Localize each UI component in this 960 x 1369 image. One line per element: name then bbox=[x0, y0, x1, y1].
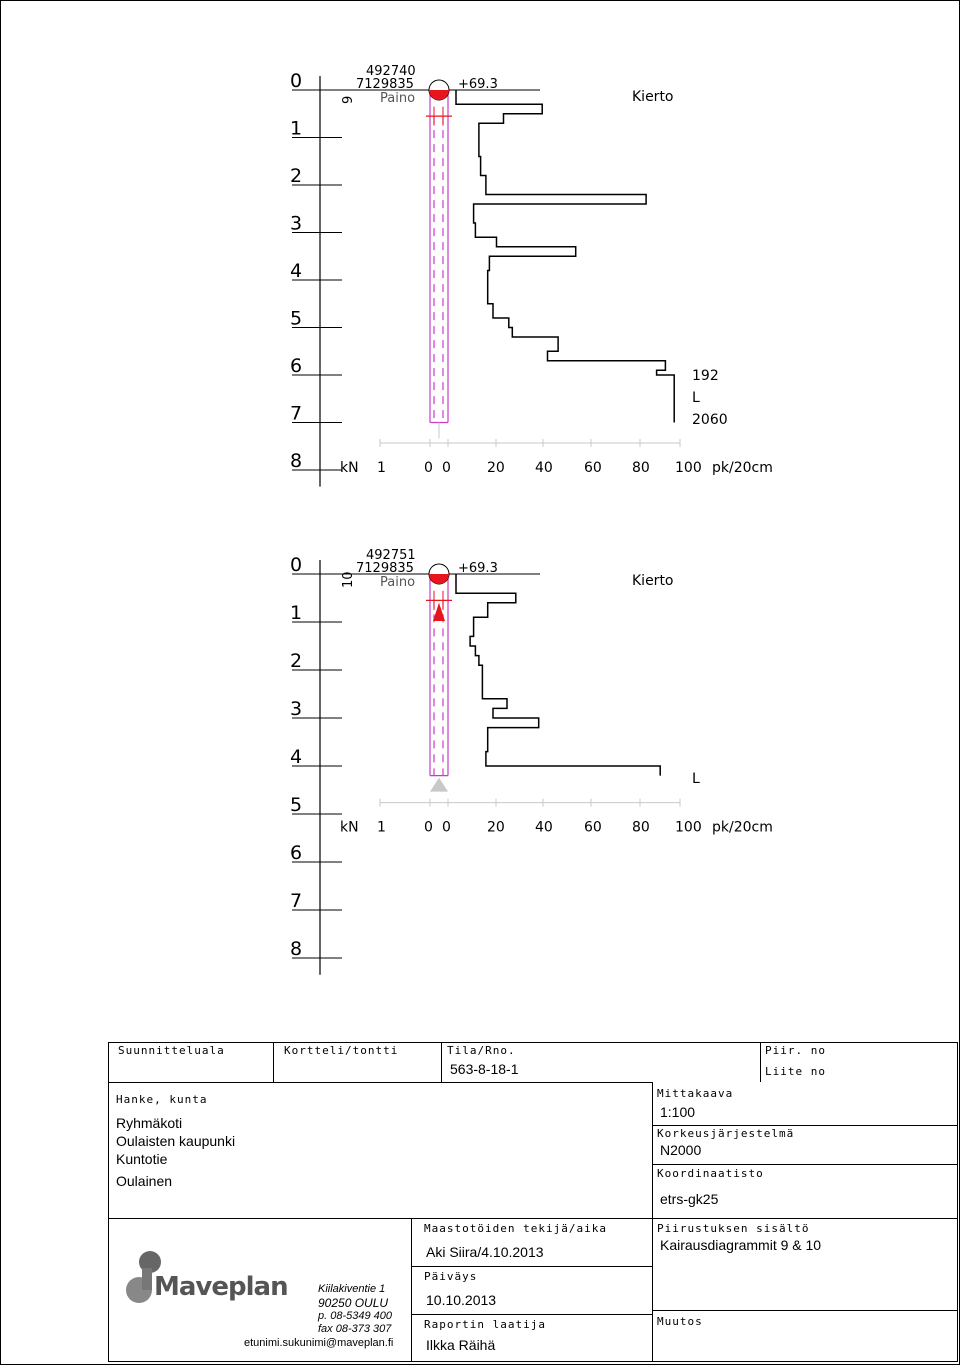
end-annotation-1: L bbox=[692, 771, 700, 787]
scale-label-3: 0 bbox=[442, 460, 451, 476]
rotation-label: Kierto bbox=[632, 89, 674, 105]
tila-value: 563-8-18-1 bbox=[450, 1061, 519, 1077]
depth-tick-label-7: 7 bbox=[290, 890, 303, 912]
scale-label-4: 20 bbox=[487, 460, 505, 476]
method-label: Paino bbox=[380, 91, 416, 106]
hanke-line-3: Kuntotie bbox=[116, 1151, 168, 1167]
maastotyot-value: Aki Siira/4.10.2013 bbox=[426, 1244, 544, 1260]
maastotyot-label: Maastotöiden tekijä/aika bbox=[424, 1222, 607, 1235]
korkeus-value: N2000 bbox=[660, 1142, 702, 1158]
depth-tick-label-1: 1 bbox=[290, 602, 303, 624]
depth-tick-label-6: 6 bbox=[290, 355, 303, 377]
point-number: 10 bbox=[341, 571, 356, 588]
company-email: etunimi.sukunimi@maveplan.fi bbox=[244, 1337, 394, 1349]
depth-tick-label-2: 2 bbox=[290, 650, 303, 672]
depth-tick-label-0: 0 bbox=[290, 70, 303, 92]
scale-label-3: 0 bbox=[442, 819, 451, 836]
koordinaatisto-value: etrs-gk25 bbox=[660, 1191, 719, 1207]
scale-label-9: pk/20cm bbox=[712, 460, 773, 476]
paivays-value: 10.10.2013 bbox=[426, 1292, 497, 1308]
address-line-2: 90250 OULU bbox=[318, 1296, 389, 1310]
rotation-label: Kierto bbox=[632, 573, 674, 589]
liite-no-label: Liite no bbox=[765, 1065, 826, 1078]
kortteli-label: Kortteli/tontti bbox=[284, 1044, 399, 1057]
scale-label-2: 0 bbox=[424, 460, 433, 476]
mittakaava-label: Mittakaava bbox=[657, 1087, 734, 1100]
muutos-label: Muutos bbox=[657, 1315, 703, 1328]
piirustus-value: Kairausdiagrammit 9 & 10 bbox=[660, 1237, 822, 1253]
end-annotation-2: L bbox=[692, 390, 700, 406]
koordinaatisto-label: Koordinaatisto bbox=[657, 1167, 764, 1180]
piirustus-label: Piirustuksen sisältö bbox=[657, 1222, 810, 1235]
coord-x: 492751 bbox=[366, 548, 416, 563]
sounding-diagram-9 bbox=[290, 64, 773, 487]
depth-tick-label-8: 8 bbox=[290, 938, 303, 960]
end-grey-triangle-icon bbox=[430, 778, 448, 792]
scale-label-8: 100 bbox=[675, 819, 702, 836]
scale-label-0: kN bbox=[340, 819, 359, 836]
scale-label-2: 0 bbox=[424, 819, 433, 836]
scale-label-4: 20 bbox=[487, 819, 505, 836]
sounding-diagram-10 bbox=[290, 548, 773, 975]
elevation: +69.3 bbox=[458, 77, 498, 92]
hanke-line-1: Ryhmäkoti bbox=[116, 1115, 183, 1131]
raportin-value: Ilkka Räihä bbox=[426, 1337, 496, 1353]
end-annotation-1: 192 bbox=[692, 368, 719, 384]
suunnittelualue-label: Suunnitteluala bbox=[118, 1044, 225, 1057]
depth-tick-label-0: 0 bbox=[290, 554, 303, 576]
mittakaava-value: 1:100 bbox=[660, 1104, 696, 1120]
sounding-symbol-fill-icon bbox=[429, 574, 449, 584]
company-logo bbox=[124, 1248, 294, 1308]
coord-y: 7129835 bbox=[356, 77, 414, 92]
end-annotation-3: 2060 bbox=[692, 412, 728, 428]
tila-label: Tila/Rno. bbox=[447, 1044, 516, 1057]
depth-tick-label-4: 4 bbox=[290, 260, 303, 282]
resistance-profile bbox=[456, 574, 660, 776]
korkeus-label: Korkeusjärjestelmä bbox=[657, 1127, 795, 1140]
coord-x: 492740 bbox=[366, 64, 416, 79]
depth-tick-label-8: 8 bbox=[290, 450, 303, 472]
hanke-line-4: Oulainen bbox=[116, 1173, 173, 1189]
scale-label-1: 1 bbox=[377, 819, 386, 836]
piir-no-label: Piir. no bbox=[765, 1044, 826, 1057]
sounding-symbol-fill-icon bbox=[429, 90, 449, 100]
scale-label-7: 80 bbox=[632, 819, 650, 836]
depth-tick-label-1: 1 bbox=[290, 117, 303, 140]
scale-label-7: 80 bbox=[632, 460, 650, 476]
elevation: +69.3 bbox=[458, 561, 498, 576]
paivays-label: Päiväys bbox=[424, 1270, 478, 1283]
scale-label-6: 60 bbox=[584, 819, 602, 836]
resistance-profile bbox=[456, 90, 674, 423]
method-label: Paino bbox=[380, 575, 416, 590]
raportin-label: Raportin laatija bbox=[424, 1318, 546, 1331]
title-block-grid bbox=[108, 1042, 958, 1362]
depth-tick-label-5: 5 bbox=[290, 794, 303, 816]
address-line-3: p. 08-5349 400 bbox=[318, 1310, 393, 1322]
scale-label-6: 60 bbox=[584, 460, 602, 476]
scale-label-0: kN bbox=[340, 460, 359, 476]
hanke-line-2: Oulaisten kaupunki bbox=[116, 1133, 236, 1149]
scale-label-5: 40 bbox=[535, 819, 553, 836]
scale-label-1: 1 bbox=[377, 460, 386, 476]
depth-tick-label-7: 7 bbox=[290, 402, 303, 425]
point-number: 9 bbox=[341, 95, 356, 104]
scale-label-9: pk/20cm bbox=[712, 819, 773, 836]
depth-tick-label-3: 3 bbox=[290, 698, 303, 720]
depth-tick-label-2: 2 bbox=[290, 165, 303, 187]
coord-y: 7129835 bbox=[356, 561, 414, 576]
depth-tick-label-5: 5 bbox=[290, 307, 303, 330]
depth-tick-label-3: 3 bbox=[290, 212, 303, 235]
depth-tick-label-6: 6 bbox=[290, 842, 303, 864]
depth-tick-label-4: 4 bbox=[290, 746, 303, 768]
scale-label-8: 100 bbox=[675, 460, 702, 476]
company-name: Maveplan bbox=[154, 1272, 288, 1302]
scale-label-5: 40 bbox=[535, 460, 553, 476]
address-line-1: Kiilakiventie 1 bbox=[318, 1283, 386, 1295]
address-line-4: fax 08-373 307 bbox=[318, 1323, 392, 1335]
hanke-label: Hanke, kunta bbox=[116, 1093, 208, 1106]
